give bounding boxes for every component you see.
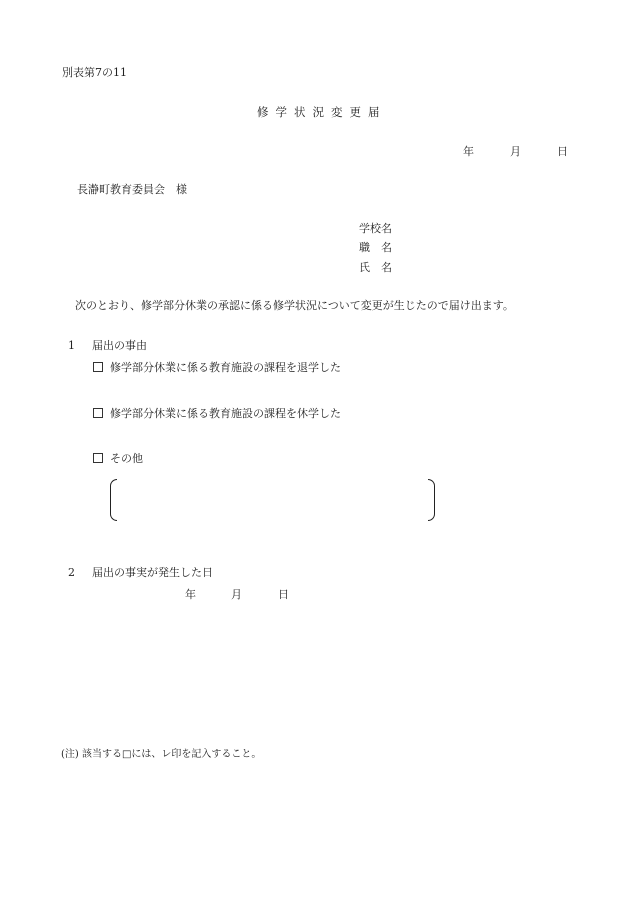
addressee: 長瀞町教育委員会 様 [77, 183, 187, 196]
occurrence-year-label: 年 [185, 588, 196, 601]
checkbox[interactable] [93, 453, 103, 463]
checkbox[interactable] [93, 408, 103, 418]
school-name-label: 学校名 [359, 222, 392, 235]
occurrence-month-label: 月 [231, 588, 242, 601]
position-label: 職 名 [359, 241, 392, 254]
section1-number: 1 [68, 339, 75, 352]
option-label: 修学部分休業に係る教育施設の課程を退学した [110, 361, 341, 374]
other-reason-bracket-left [110, 479, 117, 521]
other-reason-field[interactable] [118, 481, 426, 517]
option-label: 修学部分休業に係る教育施設の課程を休学した [110, 407, 341, 420]
occurrence-day-label: 日 [278, 588, 289, 601]
footnote: (注) 該当する□には、レ印を記入すること。 [61, 749, 262, 760]
form-title: 修学状況変更届 [257, 105, 387, 119]
date-month-label: 月 [510, 145, 521, 158]
section2-heading: 届出の事実が発生した日 [92, 566, 213, 579]
reason-option-withdrawal[interactable] [93, 362, 341, 373]
intro-text: 次のとおり、修学部分休業の承認に係る修学状況について変更が生じたので届け出ます。 [75, 299, 514, 312]
section2-number: 2 [68, 566, 75, 579]
reason-option-other[interactable] [93, 453, 143, 464]
checkbox[interactable] [93, 362, 103, 372]
form-number: 別表第7の11 [62, 66, 127, 79]
name-label: 氏 名 [359, 261, 392, 274]
section1-heading: 届出の事由 [92, 339, 147, 352]
date-year-label: 年 [463, 145, 474, 158]
other-reason-bracket-right [428, 479, 435, 521]
option-label: その他 [110, 452, 143, 465]
date-day-label: 日 [557, 145, 568, 158]
reason-option-leave[interactable] [93, 408, 341, 419]
